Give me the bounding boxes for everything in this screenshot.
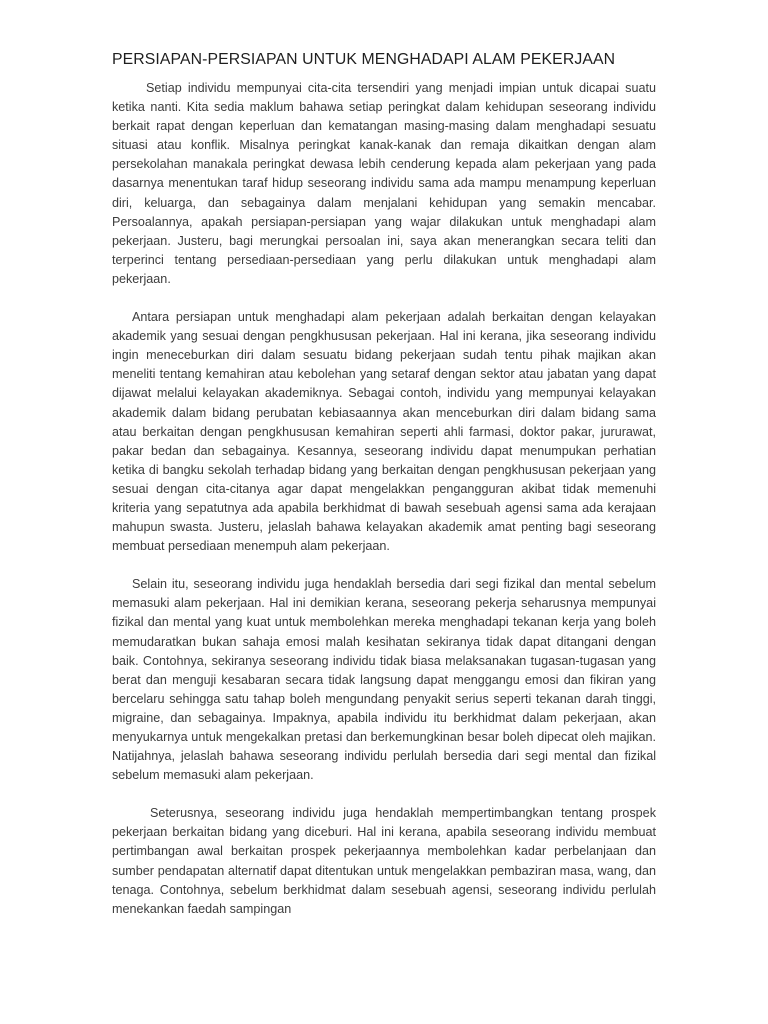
document-page bbox=[112, 50, 656, 919]
paragraph-academic-qualification: Antara persiapan untuk menghadapi alam pekerjaan adalah berkaitan dengan kelayakan akademik yang sesuai dengan pengkhususan pekerjaan. Hal ini kerana, jika seseorang individu ingin meneceburkan diri dalam sesuatu bidang pekerjaan sudah tentu pihak majikan akan meneliti tentang kemahiran atau kebolehan yang setaraf dengan sektor atau jabatan yang dapat dijawat melalui kelayakan akademiknya. Sebagai contoh, individu yang mempunyai kelayakan akademik dalam bidang perubatan kebiasaannya akan menceburkan diri dalam bidang sama atau berkaitan dengan pengkhususan kemahiran seperti ahli farmasi, doktor pakar, jururawat, pakar bedan dan sebagainya. Kesannya, seseorang individu dapat menumpukan perhatian ketika di bangku sekolah terhadap bidang yang berkaitan dengan pengkhususan pekerjaan yang sesuai dengan cita-citanya agar dapat mengelakkan pengangguran akibat tidak memenuhi kriteria yang sepatutnya ada apabila berkhidmat di bawah sesebuah agensi sama ada kerajaan mahupun swasta. Justeru, jelaslah bahawa kelayakan akademik amat penting bagi seseorang membuat persediaan menempuh alam pekerjaan. bbox=[112, 310, 656, 554]
paragraph-gap bbox=[112, 289, 656, 308]
paragraph-gap bbox=[112, 556, 656, 575]
paragraph-gap bbox=[112, 785, 656, 804]
document-title: PERSIAPAN-PERSIAPAN UNTUK MENGHADAPI ALAM PEKERJAAN bbox=[112, 51, 616, 68]
paragraph-job-prospects: Seterusnya, seseorang individu juga hendaklah mempertimbangkan tentang prospek pekerjaan berkaitan bidang yang diceburi. Hal ini kerana, apabila seseorang individu membuat pertimbangan awal berkaitan prospek pekerjaannya membolehkan kadar perbelanjaan dan sumber pendapatan alternatif dapat ditentukan untuk mengelakkan pembaziran masa, wang, dan tenaga. Contohnya, sebelum berkhidmat dalam sesebuah agensi, seseorang individu perlulah menekankan faedah sampingan bbox=[112, 806, 656, 916]
paragraph-physical-mental-readiness: Selain itu, seseorang individu juga hendaklah bersedia dari segi fizikal dan mental sebelum memasuki alam pekerjaan. Hal ini demikian kerana, seseorang pekerja seharusnya mempunyai fizikal dan mental yang kuat untuk membolehkan mereka menghadapi tekanan kerja yang boleh memudaratkan bukan sahaja emosi malah kesihatan sekiranya tidak dapat ditangani dengan baik. Contohnya, sekiranya seseorang individu tidak biasa melaksanakan tugasan-tugasan yang berat dan menguji kesabaran secara tidak langsung dapat menggangu emosi dan fikiran yang bercelaru sehingga satu tahap boleh mengundang penyakit serius seperti tekanan darah tinggi, migraine, dan sebagainya. Impaknya, apabila individu itu berkhidmat dalam pekerjaan, akan menyukarnya untuk mengekalkan pretasi dan berkemungkinan besar boleh dipecat oleh majikan. Natijahnya, jelaslah bahawa seseorang individu perlulah bersedia dari segi mental dan fizikal sebelum memasuki alam pekerjaan. bbox=[112, 577, 656, 783]
paragraph-introduction: Setiap individu mempunyai cita-cita tersendiri yang menjadi impian untuk dicapai suatu ketika nanti. Kita sedia maklum bahawa setiap peringkat dalam kehidupan seseorang individu berkait rapat dengan keperluan dan kematangan masing-masing dalam menghadapi sesuatu situasi atau konflik. Misalnya peringkat kanak-kanak dan remaja dikaitkan dengan alam persekolahan manakala peringkat dewasa lebih cenderung kepada alam pekerjaan yang pada dasarnya menentukan taraf hidup seseorang individu sama ada mampu menampung keperluan diri, keluarga, dan sebagainya dalam menjalani kehidupan yang semakin mencabar. Persoalannya, apakah persiapan-persiapan yang wajar dilakukan untuk menghadapi alam pekerjaan. Justeru, bagi merungkai persoalan ini, saya akan menerangkan secara teliti dan terperinci tentang persediaan-persediaan yang perlu dilakukan untuk menghadapi alam pekerjaan. bbox=[112, 81, 656, 286]
